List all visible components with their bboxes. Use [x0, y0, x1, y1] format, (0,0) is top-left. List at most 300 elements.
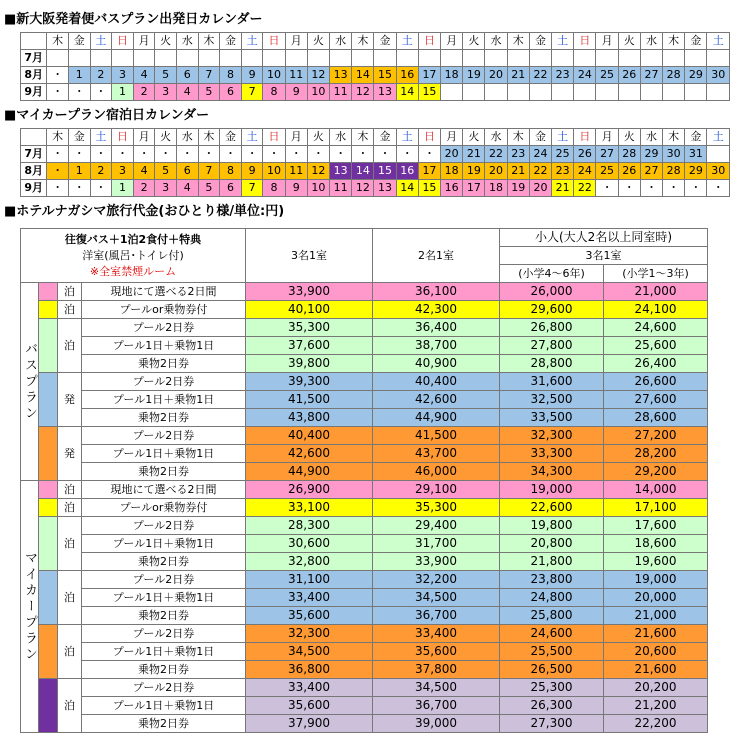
car-price-cell: 21,600 [604, 661, 708, 679]
car-cal-day-cell: ・ [307, 146, 329, 163]
bus-price-cell: 29,600 [500, 301, 604, 319]
car-stay-tag: 泊 [58, 625, 82, 679]
car-cal-day-cell: 22 [574, 180, 596, 197]
bus-cal-day-cell: 24 [574, 67, 596, 84]
bus-price-cell: 27,800 [500, 337, 604, 355]
car-cal-day-cell: ・ [133, 146, 155, 163]
bus-cal-day-cell: 2 [133, 84, 155, 101]
bus-cal-day-cell: 16 [396, 67, 418, 84]
bus-cal-day-cell: 18 [441, 67, 463, 84]
car-cal-day-cell: ・ [176, 146, 198, 163]
plan-header-cell [21, 229, 246, 283]
car-color-swatch [39, 571, 58, 625]
bus-price-cell: 28,600 [604, 409, 708, 427]
car-cal-month-row [21, 163, 730, 180]
bus-price-row [21, 319, 708, 337]
bus-stay-tag: 泊 [58, 319, 82, 373]
bus-cal-weekday: 水 [176, 33, 198, 50]
car-cal-day-cell: 21 [463, 146, 485, 163]
car-cal-day-cell: 28 [618, 146, 640, 163]
bus-cal-day-cell: 11 [285, 67, 307, 84]
car-cal-day-cell: ・ [220, 146, 242, 163]
car-color-swatch [39, 517, 58, 571]
bus-cal-month-row [21, 50, 730, 67]
bus-cal-day-cell: 25 [596, 67, 618, 84]
bus-cal-day-cell [198, 50, 220, 67]
bus-price-cell: 33,900 [246, 283, 373, 301]
car-cal-day-cell: 20 [529, 180, 551, 197]
car-price-row [21, 715, 708, 733]
car-cal-day-cell: ・ [241, 146, 263, 163]
bus-cal-weekday: 金 [374, 33, 396, 50]
bus-cal-day-cell [574, 50, 596, 67]
car-price-cell: 32,800 [246, 553, 373, 571]
car-cal-day-cell: 28 [663, 163, 685, 180]
car-ticket-option: プール1日＋乗物1日 [82, 697, 246, 715]
car-cal-weekday: 日 [263, 129, 285, 146]
car-price-cell: 24,600 [500, 625, 604, 643]
bus-cal-weekday: 月 [441, 33, 463, 50]
car-ticket-option: プール1日＋乗物1日 [82, 643, 246, 661]
bus-price-row [21, 355, 708, 373]
bus-cal-day-cell: 30 [707, 67, 730, 84]
car-cal-day-cell: 11 [285, 163, 307, 180]
car-price-cell: 33,100 [246, 499, 373, 517]
car-ticket-option: 乗物2日券 [82, 715, 246, 733]
bus-price-cell: 26,000 [500, 283, 604, 301]
bus-cal-day-cell [640, 50, 662, 67]
bus-ticket-option: 乗物2日券 [82, 463, 246, 481]
child-grade-4-6-header: (小学4～6年) [500, 265, 604, 283]
car-cal-day-cell: 25 [596, 163, 618, 180]
car-cal-weekday: 木 [198, 129, 220, 146]
car-cal-day-cell: 23 [507, 146, 529, 163]
bus-ticket-option: プール1日＋乗物1日 [82, 391, 246, 409]
bus-cal-weekday: 金 [220, 33, 242, 50]
bus-cal-day-cell [155, 50, 177, 67]
child-grade-1-3-header: (小学1～3年) [604, 265, 708, 283]
car-ticket-option: プール2日券 [82, 517, 246, 535]
bus-price-cell: 28,800 [500, 355, 604, 373]
bus-cal-day-cell [241, 50, 263, 67]
bus-cal-weekday: 日 [574, 33, 596, 50]
car-cal-day-cell: 19 [463, 163, 485, 180]
car-price-cell: 26,300 [500, 697, 604, 715]
car-cal-month-label: 9月 [21, 180, 47, 197]
car-price-cell: 34,500 [373, 589, 500, 607]
car-ticket-option: 乗物2日券 [82, 607, 246, 625]
car-cal-day-cell: 29 [640, 146, 662, 163]
car-ticket-option: プールor乗物券付 [82, 499, 246, 517]
car-cal-day-cell: ・ [396, 146, 418, 163]
car-price-cell: 36,700 [373, 697, 500, 715]
car-price-row [21, 679, 708, 697]
bus-price-cell: 40,900 [373, 355, 500, 373]
bus-color-swatch [39, 427, 58, 481]
bus-cal-day-cell [596, 50, 618, 67]
bus-cal-day-cell [529, 84, 551, 101]
bus-cal-weekday: 日 [418, 33, 440, 50]
car-price-cell: 37,800 [373, 661, 500, 679]
car-cal-day-cell: 21 [507, 163, 529, 180]
bus-cal-day-cell: 4 [133, 67, 155, 84]
car-price-row [21, 481, 708, 499]
car-cal-day-cell: ・ [285, 146, 307, 163]
car-cal-day-cell: 19 [507, 180, 529, 197]
bus-cal-weekday: 金 [685, 33, 707, 50]
bus-color-swatch [39, 301, 58, 319]
bus-cal-day-cell [176, 50, 198, 67]
car-color-swatch [39, 625, 58, 679]
car-cal-day-cell: ・ [618, 180, 640, 197]
child-header: 小人(大人2名以上同室時) [500, 229, 708, 247]
car-price-cell: 35,600 [246, 697, 373, 715]
car-price-cell: 35,600 [246, 607, 373, 625]
bus-cal-weekday: 火 [307, 33, 329, 50]
bus-ticket-option: プール2日券 [82, 319, 246, 337]
bus-price-cell: 40,100 [246, 301, 373, 319]
car-ticket-option: プール2日券 [82, 625, 246, 643]
bus-cal-day-cell [685, 50, 707, 67]
car-cal-day-cell: 6 [220, 180, 242, 197]
bus-cal-day-cell [330, 50, 352, 67]
car-price-cell: 24,800 [500, 589, 604, 607]
car-price-cell: 20,200 [604, 679, 708, 697]
bus-cal-day-cell [552, 84, 574, 101]
car-ticket-option: プール1日＋乗物1日 [82, 589, 246, 607]
car-cal-day-cell: 14 [396, 180, 418, 197]
car-cal-day-cell: 16 [396, 163, 418, 180]
bus-cal-day-cell: 14 [352, 67, 374, 84]
bus-price-cell: 26,600 [604, 373, 708, 391]
bus-cal-weekday: 月 [133, 33, 155, 50]
car-cal-month-label: 7月 [21, 146, 47, 163]
car-price-row [21, 589, 708, 607]
price-table [20, 228, 708, 733]
car-stay-tag: 泊 [58, 517, 82, 571]
plan-title: 往復バス＋1泊2食付＋特典 [64, 232, 202, 246]
car-cal-day-cell: 17 [463, 180, 485, 197]
bus-cal-day-cell: 15 [374, 67, 396, 84]
bus-cal-day-cell: 13 [330, 67, 352, 84]
room-type: 洋室(風呂･トイレ付) [82, 248, 184, 262]
car-cal-corner [21, 129, 47, 146]
car-cal-day-cell: ・ [47, 163, 69, 180]
bus-price-cell: 27,200 [604, 427, 708, 445]
car-cal-month-label: 8月 [21, 163, 47, 180]
car-price-cell: 33,400 [246, 679, 373, 697]
bus-price-cell: 39,800 [246, 355, 373, 373]
car-price-cell: 26,500 [500, 661, 604, 679]
car-price-cell: 19,000 [604, 571, 708, 589]
bus-ticket-option: プールor乗物券付 [82, 301, 246, 319]
bus-cal-day-cell: 19 [463, 67, 485, 84]
car-price-cell: 21,200 [604, 697, 708, 715]
bus-cal-day-cell: 8 [220, 67, 242, 84]
bus-price-cell: 33,300 [500, 445, 604, 463]
bus-calendar-title: ■新大阪発着便バスプラン出発日カレンダー [4, 12, 263, 27]
car-cal-weekday: 日 [418, 129, 440, 146]
car-cal-day-cell: 4 [133, 163, 155, 180]
car-price-cell: 37,900 [246, 715, 373, 733]
car-cal-day-cell: 23 [552, 163, 574, 180]
car-price-cell: 35,300 [373, 499, 500, 517]
car-cal-day-cell: 10 [307, 180, 329, 197]
car-cal-day-cell: ・ [68, 180, 90, 197]
car-cal-weekday: 木 [663, 129, 685, 146]
bus-cal-day-cell: 11 [330, 84, 352, 101]
bus-cal-day-cell [418, 50, 440, 67]
bus-price-cell: 35,300 [246, 319, 373, 337]
car-price-cell: 17,100 [604, 499, 708, 517]
bus-cal-weekday: 土 [396, 33, 418, 50]
car-price-cell: 31,700 [373, 535, 500, 553]
bus-cal-day-cell: ・ [47, 84, 69, 101]
bus-cal-day-cell [463, 50, 485, 67]
car-price-cell: 35,600 [373, 643, 500, 661]
bus-cal-day-cell: 12 [352, 84, 374, 101]
bus-price-cell: 44,900 [246, 463, 373, 481]
bus-cal-day-cell [507, 84, 529, 101]
car-price-row [21, 643, 708, 661]
car-cal-day-cell: 29 [685, 163, 707, 180]
car-cal-day-cell: ・ [68, 146, 90, 163]
bus-price-cell: 33,500 [500, 409, 604, 427]
bus-cal-day-cell [485, 84, 507, 101]
bus-cal-day-cell: ・ [68, 84, 90, 101]
bus-cal-day-cell [552, 50, 574, 67]
bus-cal-day-cell [396, 50, 418, 67]
car-price-cell: 36,700 [373, 607, 500, 625]
bus-cal-day-cell: 26 [618, 67, 640, 84]
car-cal-day-cell: 10 [263, 163, 285, 180]
bus-ticket-option: プール1日＋乗物1日 [82, 445, 246, 463]
car-cal-weekday: 水 [640, 129, 662, 146]
car-cal-weekday: 月 [133, 129, 155, 146]
bus-price-cell: 24,600 [604, 319, 708, 337]
bus-price-cell: 26,800 [500, 319, 604, 337]
car-cal-day-cell: 4 [176, 180, 198, 197]
car-cal-weekday: 金 [220, 129, 242, 146]
bus-cal-day-cell: 20 [485, 67, 507, 84]
bus-cal-day-cell [596, 84, 618, 101]
car-price-cell: 22,200 [604, 715, 708, 733]
car-price-cell: 29,100 [373, 481, 500, 499]
bus-cal-weekday: 木 [352, 33, 374, 50]
car-cal-day-cell: 18 [485, 180, 507, 197]
bus-cal-day-cell [707, 84, 730, 101]
bus-price-cell: 36,100 [373, 283, 500, 301]
bus-cal-day-cell: 28 [663, 67, 685, 84]
bus-cal-day-cell [574, 84, 596, 101]
bus-cal-day-cell: 14 [396, 84, 418, 101]
col-header-3-per-room: 3名1室 [246, 229, 373, 283]
car-price-cell: 32,300 [246, 625, 373, 643]
bus-cal-day-cell: 22 [529, 67, 551, 84]
bus-cal-weekday: 土 [90, 33, 112, 50]
no-smoking-note: ※全室禁煙ルーム [89, 264, 177, 278]
car-cal-day-cell: 12 [352, 180, 374, 197]
car-cal-day-cell: 1 [68, 163, 90, 180]
bus-price-cell: 24,100 [604, 301, 708, 319]
bus-departure-calendar [20, 32, 730, 101]
bus-cal-day-cell [112, 50, 134, 67]
car-price-cell: 19,600 [604, 553, 708, 571]
bus-cal-day-cell: 29 [685, 67, 707, 84]
bus-price-cell: 25,600 [604, 337, 708, 355]
bus-cal-day-cell: 3 [112, 67, 134, 84]
bus-cal-day-cell [307, 50, 329, 67]
bus-cal-weekday: 金 [529, 33, 551, 50]
car-cal-weekday: 火 [463, 129, 485, 146]
car-cal-day-cell: ・ [663, 180, 685, 197]
bus-cal-day-cell: 10 [307, 84, 329, 101]
car-stay-tag: 泊 [58, 571, 82, 625]
bus-cal-day-cell: 10 [263, 67, 285, 84]
car-cal-day-cell [707, 146, 730, 163]
car-cal-day-cell: 8 [263, 180, 285, 197]
car-color-swatch [39, 499, 58, 517]
car-cal-month-row [21, 146, 730, 163]
car-price-cell: 28,300 [246, 517, 373, 535]
bus-price-cell: 42,600 [246, 445, 373, 463]
car-cal-day-cell: 27 [596, 146, 618, 163]
bus-cal-weekday: 月 [596, 33, 618, 50]
car-ticket-option: 現地にて選べる2日間 [82, 481, 246, 499]
car-cal-day-cell: 27 [640, 163, 662, 180]
bus-cal-weekday: 月 [285, 33, 307, 50]
bus-cal-month-label: 7月 [21, 50, 47, 67]
car-price-cell: 32,200 [373, 571, 500, 589]
bus-cal-day-cell [685, 84, 707, 101]
bus-cal-day-cell: 2 [90, 67, 112, 84]
bus-price-cell: 36,400 [373, 319, 500, 337]
bus-price-cell: 32,500 [500, 391, 604, 409]
car-cal-day-cell: ・ [418, 146, 440, 163]
bus-ticket-option: プール2日券 [82, 373, 246, 391]
car-cal-day-cell: 18 [441, 163, 463, 180]
bus-cal-weekday: 木 [198, 33, 220, 50]
car-price-cell: 36,800 [246, 661, 373, 679]
bus-cal-day-cell [68, 50, 90, 67]
car-price-row [21, 625, 708, 643]
car-ticket-option: プール1日＋乗物1日 [82, 535, 246, 553]
bus-cal-weekday: 木 [663, 33, 685, 50]
car-price-cell: 34,500 [373, 679, 500, 697]
bus-cal-day-cell [441, 50, 463, 67]
car-stay-tag: 泊 [58, 679, 82, 733]
bus-cal-day-cell: 1 [112, 84, 134, 101]
car-cal-weekday: 水 [330, 129, 352, 146]
car-price-cell: 33,900 [373, 553, 500, 571]
car-cal-weekday: 金 [68, 129, 90, 146]
car-color-swatch [39, 481, 58, 499]
car-price-cell: 18,600 [604, 535, 708, 553]
bus-cal-day-cell [618, 50, 640, 67]
car-cal-day-cell: 2 [133, 180, 155, 197]
bus-color-swatch [39, 373, 58, 427]
car-cal-day-cell: 9 [285, 180, 307, 197]
bus-cal-day-cell: 12 [307, 67, 329, 84]
car-cal-day-cell: 24 [529, 146, 551, 163]
car-cal-day-cell: 20 [485, 163, 507, 180]
bus-stay-tag: 発 [58, 373, 82, 427]
bus-cal-weekday: 木 [47, 33, 69, 50]
car-price-cell: 17,600 [604, 517, 708, 535]
bus-cal-day-cell: 7 [241, 84, 263, 101]
bus-cal-day-cell: 15 [418, 84, 440, 101]
car-cal-day-cell: ・ [90, 146, 112, 163]
bus-color-swatch [39, 319, 58, 373]
car-cal-day-cell: 30 [663, 146, 685, 163]
bus-cal-day-cell: 7 [198, 67, 220, 84]
bus-price-row [21, 373, 708, 391]
car-cal-day-cell: 22 [529, 163, 551, 180]
car-price-row [21, 697, 708, 715]
bus-price-cell: 40,400 [246, 427, 373, 445]
car-cal-day-cell: ・ [330, 146, 352, 163]
car-price-cell: 20,800 [500, 535, 604, 553]
car-cal-weekday: 金 [685, 129, 707, 146]
bus-cal-day-cell: 5 [198, 84, 220, 101]
bus-cal-month-row [21, 67, 730, 84]
car-cal-day-cell: ・ [198, 146, 220, 163]
bus-cal-day-cell: 13 [374, 84, 396, 101]
bus-price-cell: 32,300 [500, 427, 604, 445]
car-cal-day-cell: ・ [685, 180, 707, 197]
car-ticket-option: 乗物2日券 [82, 553, 246, 571]
bus-cal-day-cell: 6 [220, 84, 242, 101]
bus-cal-day-cell: 27 [640, 67, 662, 84]
bus-price-cell: 31,600 [500, 373, 604, 391]
car-price-row [21, 517, 708, 535]
car-cal-weekday: 金 [529, 129, 551, 146]
car-price-cell: 33,400 [373, 625, 500, 643]
bus-stay-tag: 泊 [58, 301, 82, 319]
car-price-cell: 30,600 [246, 535, 373, 553]
car-cal-weekday: 火 [155, 129, 177, 146]
bus-cal-day-cell: 9 [285, 84, 307, 101]
car-cal-month-row [21, 180, 730, 197]
bus-cal-day-cell [463, 84, 485, 101]
col-header-2-per-room: 2名1室 [373, 229, 500, 283]
bus-cal-weekday: 日 [263, 33, 285, 50]
bus-cal-day-cell [663, 50, 685, 67]
bus-stay-tag: 泊 [58, 283, 82, 301]
car-cal-day-cell: 24 [574, 163, 596, 180]
bus-price-row [21, 427, 708, 445]
car-price-cell: 25,300 [500, 679, 604, 697]
bus-cal-day-cell [352, 50, 374, 67]
bus-price-cell: 41,500 [373, 427, 500, 445]
bus-cal-day-cell: 21 [507, 67, 529, 84]
bus-cal-day-cell [90, 50, 112, 67]
car-cal-day-cell: 14 [352, 163, 374, 180]
car-cal-weekday: 土 [90, 129, 112, 146]
car-cal-weekday: 木 [507, 129, 529, 146]
car-price-cell: 21,600 [604, 625, 708, 643]
car-cal-day-cell: 30 [707, 163, 730, 180]
car-cal-weekday: 月 [285, 129, 307, 146]
bus-price-row [21, 391, 708, 409]
car-cal-day-cell: ・ [47, 146, 69, 163]
bus-price-cell: 42,600 [373, 391, 500, 409]
car-cal-weekday: 木 [47, 129, 69, 146]
bus-cal-weekday: 木 [507, 33, 529, 50]
bus-price-row [21, 301, 708, 319]
bus-cal-weekday: 水 [640, 33, 662, 50]
bus-price-cell: 41,500 [246, 391, 373, 409]
